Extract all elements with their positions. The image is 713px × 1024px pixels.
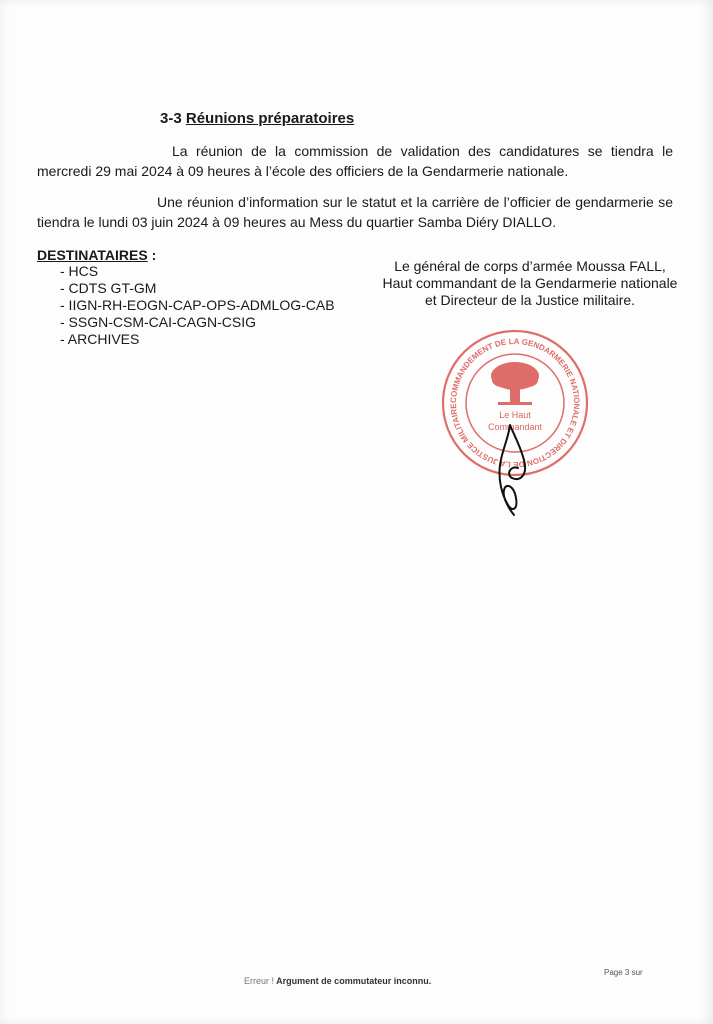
paragraph-information-meeting [37, 192, 673, 232]
recipient-item: - HCS [60, 263, 99, 279]
footer-error-message: Argument de commutateur inconnu. [274, 976, 432, 986]
recipients-title-suffix: : [147, 247, 157, 263]
paragraph-text: Une réunion d’information sur le statut et la carrière de l’officier de gendarmerie se tiendra le lundi 03 juin 2024 à 09 heures au Mess du quartier Samba Diéry DIALLO. [37, 194, 673, 230]
baobab-tree-icon [491, 362, 539, 405]
signatory-title-2: et Directeur de la Justice militaire. [424, 292, 636, 308]
paragraph-text: La réunion de la commission de validation des candidatures se tiendra le mercredi 29 mai 2024 à 09 heures à l’école des officiers de la Gendarmerie nationale. [37, 143, 673, 179]
stamp-ring-text: COMMANDEMENT DE LA GENDARMERIE NATIONALE ET DIRECTION DE LA JUSTICE MILITAIRE [448, 336, 582, 470]
recipient-item: - IIGN-RH-EOGN-CAP-OPS-ADMLOG-CAB [60, 297, 335, 313]
handwritten-signature [480, 420, 550, 520]
recipient-item: - ARCHIVES [60, 331, 140, 347]
section-heading [160, 110, 354, 127]
signatory-block [360, 258, 700, 309]
signatory-name: Le général de corps d’armée Moussa FALL, [394, 258, 666, 274]
recipient-item: - SSGN-CSM-CAI-CAGN-CSIG [60, 314, 256, 330]
footer-error-prefix: Erreur ! [244, 976, 275, 986]
stamp-center-line2: Commandant [487, 422, 543, 432]
footer-page-number: Page 3 sur [604, 968, 643, 977]
paragraph-validation-meeting [37, 141, 673, 181]
recipient-item: - CDTS GT-GM [60, 280, 157, 296]
footer-error [244, 976, 431, 986]
section-number: 3-3 [160, 110, 182, 127]
signatory-title: Haut commandant de la Gendarmerie nationale [382, 275, 678, 291]
recipients-list [60, 263, 335, 348]
stamp-center-line1: Le Haut [499, 410, 531, 420]
recipients-heading [37, 247, 156, 263]
section-title: Réunions préparatoires [185, 110, 355, 127]
recipients-title: DESTINATAIRES [37, 247, 148, 263]
